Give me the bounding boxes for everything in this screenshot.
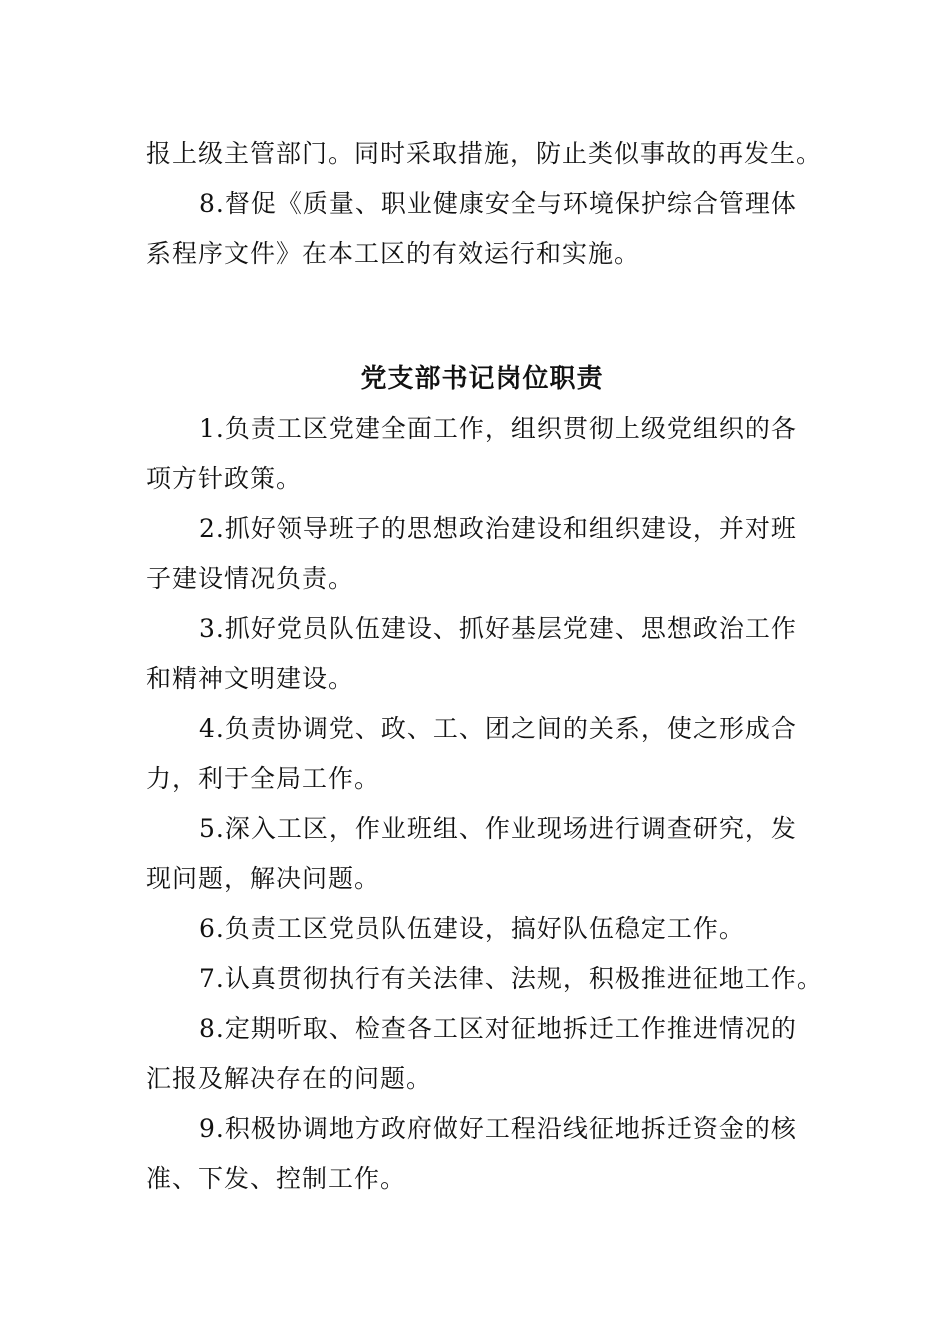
spacer (146, 329, 806, 354)
duty-item-line: 9.积极协调地方政府做好工程沿线征地拆迁资金的核 (199, 1114, 797, 1143)
duty-item-8 (146, 1004, 806, 1104)
duty-item-continuation: 力，利于全局工作。 (146, 764, 381, 793)
duty-item-continuation: 汇报及解决存在的问题。 (146, 1064, 433, 1093)
duty-item-line: 6.负责工区党员队伍建设，搞好队伍稳定工作。 (199, 914, 745, 943)
duty-item-continuation: 子建设情况负责。 (146, 564, 355, 593)
duty-item-line: 8.定期听取、检查各工区对征地拆迁工作推进情况的 (199, 1014, 797, 1043)
duty-item-6 (146, 904, 806, 954)
duty-item-1 (146, 404, 806, 504)
duty-item-line: 1.负责工区党建全面工作，组织贯彻上级党组织的各 (199, 414, 797, 443)
duty-item-5 (146, 804, 806, 904)
duty-item-line: 5.深入工区，作业班组、作业现场进行调查研究，发 (199, 814, 797, 843)
intro-line-3: 系程序文件》在本工区的有效运行和实施。 (146, 239, 641, 268)
duty-item-continuation: 项方针政策。 (146, 464, 303, 493)
duty-item-line: 4.负责协调党、政、工、团之间的关系，使之形成合 (199, 714, 797, 743)
duty-item-continuation: 准、下发、控制工作。 (146, 1164, 407, 1193)
duty-item-4 (146, 704, 806, 804)
duty-item-line: 2.抓好领导班子的思想政治建设和组织建设，并对班 (199, 514, 797, 543)
duty-item-7 (146, 954, 823, 1004)
document-body (146, 129, 823, 1204)
duty-item-line: 7.认真贯彻执行有关法律、法规，积极推进征地工作。 (199, 964, 823, 993)
duty-item-3 (146, 604, 806, 704)
intro-line-1: 报上级主管部门。同时采取措施，防止类似事故的再发生。 (146, 139, 823, 168)
duty-item-continuation: 和精神文明建设。 (146, 664, 355, 693)
duty-item-9 (146, 1104, 806, 1204)
duty-item-2 (146, 504, 806, 604)
duty-item-continuation: 现问题，解决问题。 (146, 864, 381, 893)
section-title: 党支部书记岗位职责 (360, 364, 604, 394)
spacer (146, 279, 806, 329)
intro-line-2: 8.督促《质量、职业健康安全与环境保护综合管理体 (199, 189, 797, 218)
duty-item-line: 3.抓好党员队伍建设、抓好基层党建、思想政治工作 (199, 614, 797, 643)
